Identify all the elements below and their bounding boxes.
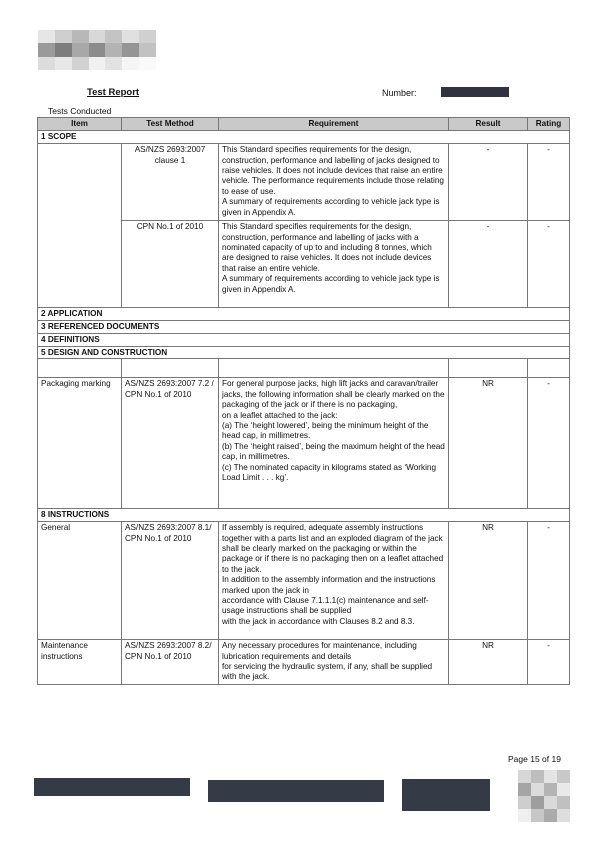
result-cell: NR (449, 378, 528, 509)
company-stamp (518, 770, 570, 822)
table-row (38, 144, 570, 221)
redacted-footer-block (402, 779, 490, 811)
table-row (38, 640, 570, 685)
empty-cell (449, 359, 528, 378)
col-header-item: Item (38, 118, 122, 131)
page-number: Page 15 of 19 (508, 754, 561, 764)
item-cell (38, 144, 122, 308)
empty-cell (219, 359, 449, 378)
requirement-cell: Any necessary procedures for maintenance, including lubrication requirements and details for servicing the hydraulic system, if any, shall be supplied with the jack. (219, 640, 449, 685)
table-row (38, 522, 570, 640)
item-cell: General (38, 522, 122, 640)
empty-cell (528, 359, 570, 378)
rating-cell: - (528, 221, 570, 308)
requirement-cell: For general purpose jacks, high lift jacks and caravan/trailer jacks, the following information shall be clearly marked on the packaging of the jack or if there is no packaging, on a leaflet attached to the jack: (a) The ‘height lowered’, being the minimum height of the head cap, in millimetres. (b) The ‘height raised’, being the maximum height of the head cap, in millimetres. (c) The nominated capacity in kilograms stated as ‘Working Load Limit . . . kg’. (219, 378, 449, 509)
section-row (38, 509, 570, 522)
rating-cell: - (528, 640, 570, 685)
section-heading: 2 APPLICATION (38, 308, 570, 321)
test-method-cell: CPN No.1 of 2010 (122, 221, 219, 308)
blank-row (38, 359, 570, 378)
test-method-cell: AS/NZS 2693:2007 8.2/ CPN No.1 of 2010 (122, 640, 219, 685)
requirement-cell: This Standard specifies requirements for the design, construction, performance and labelling of jacks with a nominated capacity of up to and including 8 tonnes, which are designed to raise vehicles. It does not include devices that raise an entire vehicle. A summary of requirements according to vehicle jack type is given in Appendix A. (219, 221, 449, 308)
table-header-row (38, 118, 570, 131)
section-row (38, 333, 570, 346)
col-header-requirement: Requirement (219, 118, 449, 131)
col-header-result: Result (449, 118, 528, 131)
col-header-rating: Rating (528, 118, 570, 131)
report-title: Test Report (87, 87, 140, 98)
redacted-footer-block (34, 778, 190, 796)
result-cell: - (449, 144, 528, 221)
section-heading: 5 DESIGN AND CONSTRUCTION (38, 346, 570, 359)
tests-table (37, 117, 570, 685)
section-heading: 8 INSTRUCTIONS (38, 509, 570, 522)
result-cell: NR (449, 522, 528, 640)
redacted-footer-block (208, 780, 384, 802)
report-number-label: Number: (382, 88, 417, 98)
test-method-cell: AS/NZS 2693:2007 7.2 / CPN No.1 of 2010 (122, 378, 219, 509)
col-header-test-method: Test Method (122, 118, 219, 131)
result-cell: NR (449, 640, 528, 685)
section-heading: 1 SCOPE (38, 131, 570, 144)
section-heading: 3 REFERENCED DOCUMENTS (38, 321, 570, 334)
rating-cell: - (528, 144, 570, 221)
tests-conducted-label: Tests Conducted (48, 106, 112, 116)
section-row (38, 308, 570, 321)
empty-cell (122, 359, 219, 378)
redacted-report-number (441, 87, 509, 97)
test-method-cell: AS/NZS 2693:2007 8.1/ CPN No.1 of 2010 (122, 522, 219, 640)
requirement-cell: If assembly is required, adequate assembly instructions together with a parts list and an exploded diagram of the jack shall be clearly marked on the packaging or within the package or if there is no packaging then on a leaflet attached to the jack. In addition to the assembly information and the instructions marked upon the jack in accordance with Clause 7.1.1.1(c) maintenance and self-usage instructions shall be supplied with the jack in accordance with Clauses 8.2 and 8.3. (219, 522, 449, 640)
test-method-cell: AS/NZS 2693:2007 clause 1 (122, 144, 219, 221)
item-cell: Packaging marking (38, 378, 122, 509)
section-row (38, 346, 570, 359)
company-logo (38, 30, 156, 70)
empty-cell (38, 359, 122, 378)
table-row (38, 378, 570, 509)
section-heading: 4 DEFINITIONS (38, 333, 570, 346)
rating-cell: - (528, 378, 570, 509)
section-row (38, 321, 570, 334)
section-row (38, 131, 570, 144)
result-cell: - (449, 221, 528, 308)
rating-cell: - (528, 522, 570, 640)
item-cell: Maintenance instructions (38, 640, 122, 685)
requirement-cell: This Standard specifies requirements for the design, construction, performance and labelling of jacks designed to raise vehicles. It does not include devices that raise an entire vehicle. The performance requirements include those relating to ease of use. A summary of requirements according to vehicle jack type is given in Appendix A. (219, 144, 449, 221)
